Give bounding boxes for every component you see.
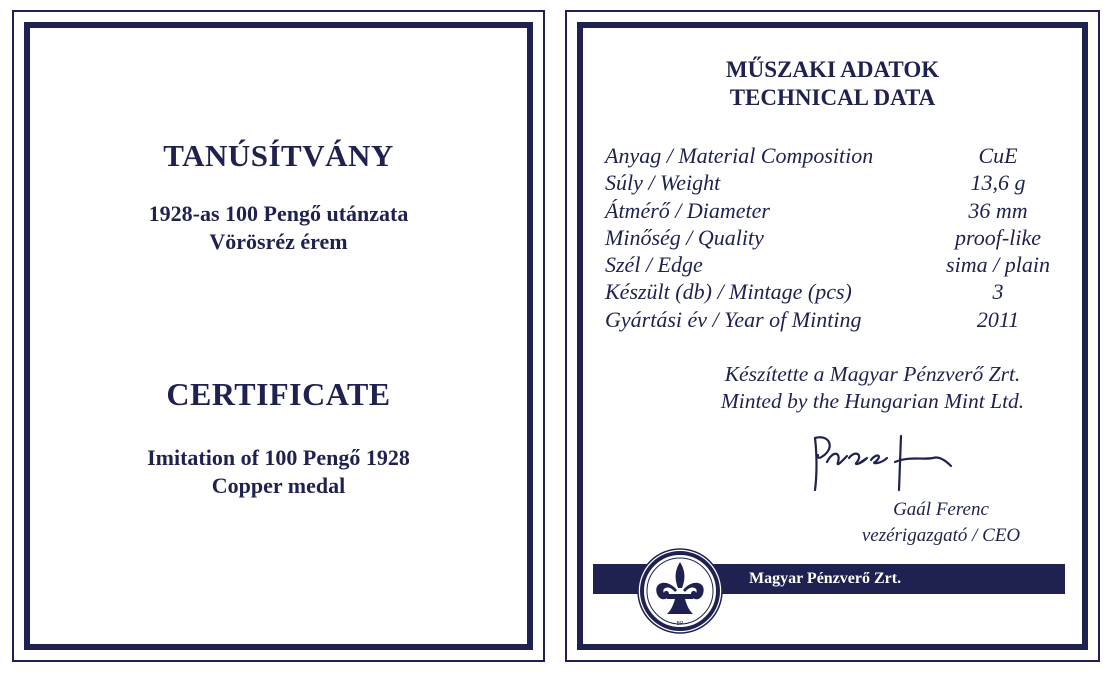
spec-value: CuE	[978, 143, 1018, 168]
spec-value: proof-like	[955, 224, 1041, 250]
certificate-panel-hungarian-english	[12, 10, 545, 662]
minted-by-hu: Készítette a Magyar Pénzverő Zrt.	[724, 362, 1021, 386]
minted-by-en: Minted by the Hungarian Mint Ltd.	[720, 389, 1025, 413]
certificate-subtitle-hu	[14, 200, 543, 256]
spec-row	[605, 278, 1075, 305]
signer-block	[784, 497, 1098, 549]
spec-row	[605, 197, 1075, 224]
minted-by-statement	[647, 361, 1098, 415]
spec-value: 36 mm	[968, 197, 1028, 223]
spec-row	[605, 306, 1075, 333]
spec-row	[605, 251, 1075, 278]
spec-label: Szél / Edge	[605, 252, 703, 278]
certificate-title-hu: TANÚSÍTVÁNY	[163, 138, 394, 173]
spec-label: Anyag / Material Composition	[605, 143, 874, 168]
heading-hu: MŰSZAKI ADATOK	[725, 57, 940, 82]
spec-label: Súly / Weight	[605, 170, 721, 196]
spec-row	[605, 142, 1075, 169]
description-hu-line2: Vörösréz érem	[209, 229, 348, 254]
spec-value: 3	[992, 279, 1004, 305]
spec-value: sima / plain	[946, 252, 1050, 278]
spec-row	[605, 224, 1075, 251]
certificate-subtitle-en	[14, 444, 543, 500]
spec-label: Készült (db) / Mintage (pcs)	[605, 279, 852, 305]
technical-data-panel	[565, 10, 1100, 662]
logo-mark-text: BP	[676, 621, 684, 627]
certificate-inner-border	[24, 22, 533, 650]
spec-table	[605, 142, 1075, 333]
spec-row	[605, 169, 1075, 196]
signer-title: vezérigazgató / CEO	[861, 525, 1021, 546]
description-en-line1: Imitation of 100 Pengő 1928	[147, 445, 410, 470]
description-hu-line1: 1928-as 100 Pengő utánzata	[148, 201, 409, 226]
certificate-title-en: CERTIFICATE	[166, 376, 391, 412]
spec-label: Minőség / Quality	[605, 224, 764, 250]
heading-en: TECHNICAL DATA	[729, 85, 936, 110]
spec-label: Gyártási év / Year of Minting	[605, 306, 862, 332]
technical-data-heading	[567, 56, 1098, 112]
signature-icon	[805, 430, 955, 502]
mint-banner-text: Magyar Pénzverő Zrt.	[749, 570, 902, 587]
spec-label: Átmérő / Diameter	[605, 197, 770, 223]
fleur-de-lis-logo-icon	[637, 548, 723, 634]
spec-value: 13,6 g	[970, 170, 1026, 196]
spec-value: 2011	[976, 306, 1020, 332]
description-en-line2: Copper medal	[211, 473, 346, 498]
signer-name: Gaál Ferenc	[893, 499, 989, 520]
